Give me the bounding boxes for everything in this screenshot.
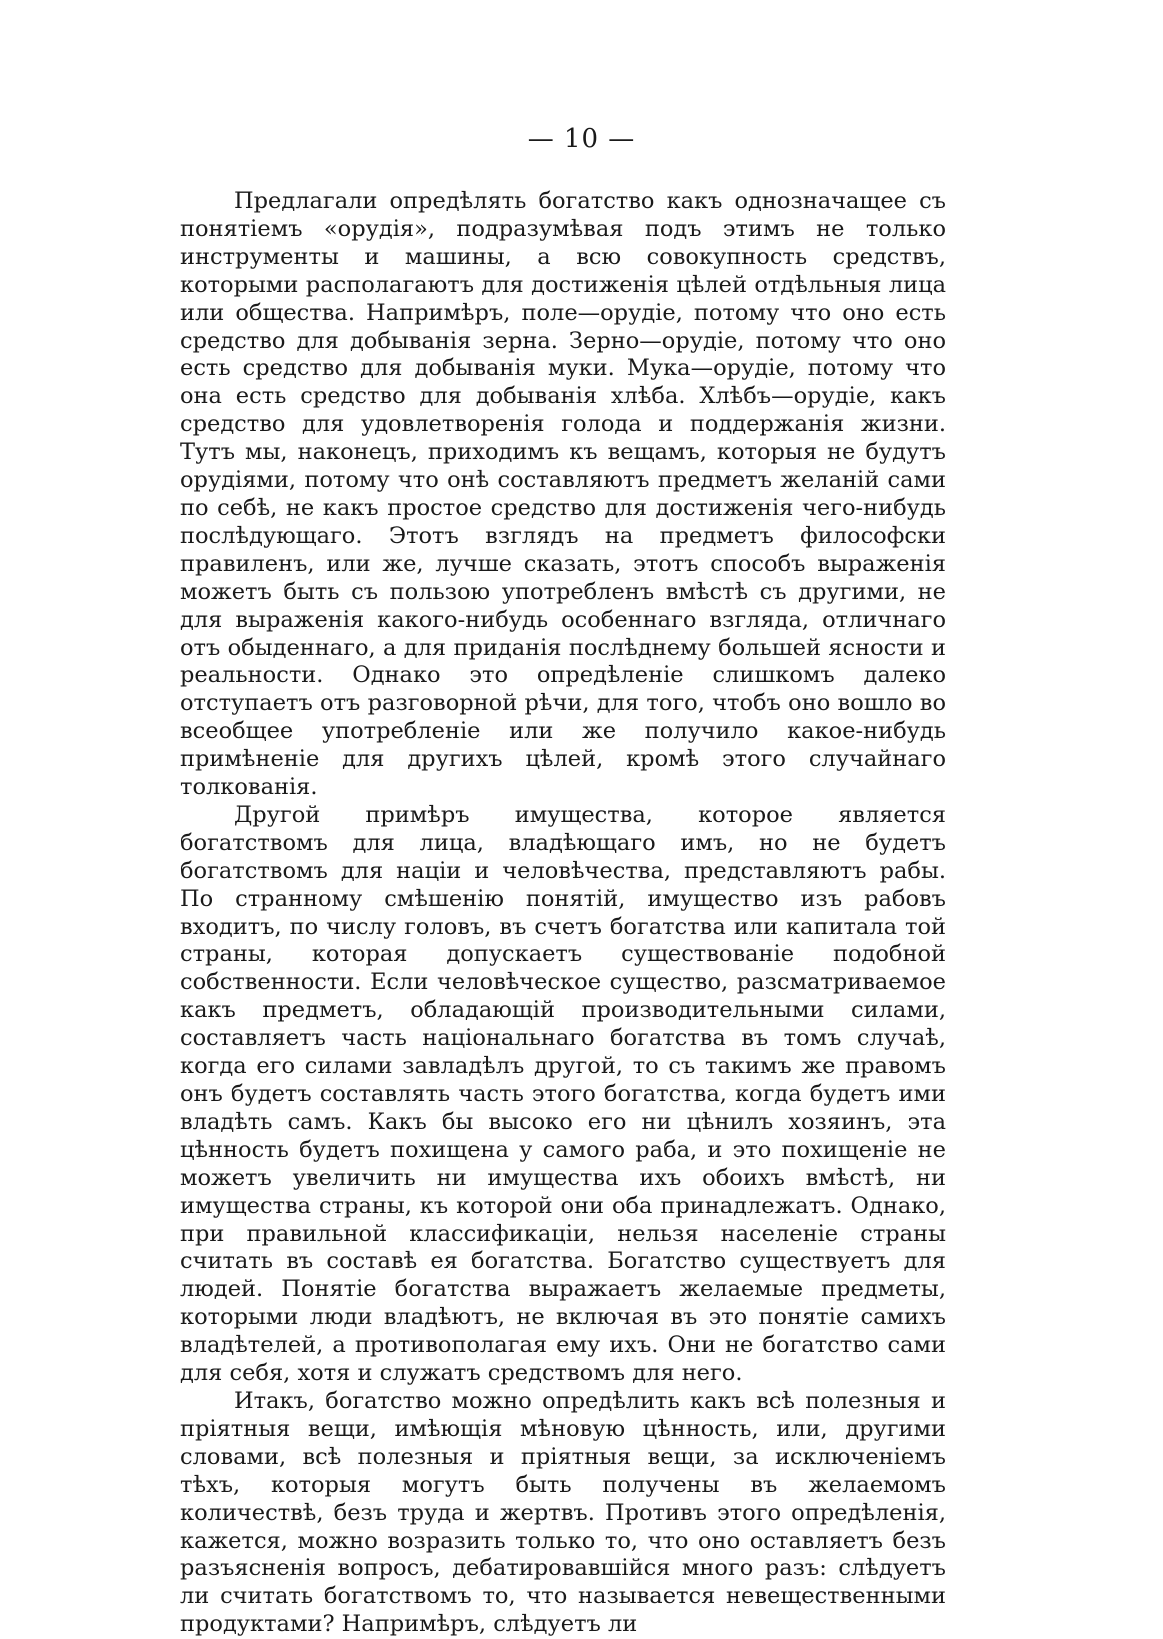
paragraph-2: Другой примѣръ имущества, которое является богатствомъ для лица, владѣющаго имъ, но не будетъ богатствомъ для націи и человѣчества, представляютъ рабы. По странному смѣшенію понятій, имущество изъ рабовъ входитъ, по числу головъ, въ счетъ богатства или капитала той страны, которая допускаетъ существованіе подобной собственности. Если человѣческое существо, разсматриваемое какъ предметъ, обладающій производительными силами, составляетъ часть національнаго богатства въ томъ случаѣ, когда его силами завладѣлъ другой, то съ такимъ же правомъ онъ будетъ составлять часть этого богатства, когда будетъ ими владѣть самъ. Какъ бы высоко его ни цѣнилъ хозяинъ, эта цѣнность будетъ похищена у самого раба, и это похищеніе не можетъ увеличить ни имущества ихъ обоихъ вмѣстѣ, ни имущества страны, къ которой они оба принадлежатъ. Однако, при правильной классификаціи, нельзя населеніе страны считать въ составѣ ея богатства. Богатство существуетъ для людей. Понятіе богатства выражаетъ желаемые предметы, которыми люди владѣютъ, не включая въ это понятіе самихъ владѣтелей, а противополагая ему ихъ. Они не богатство сами для себя, хотя и служатъ средствомъ для него.	[180, 801, 946, 1387]
paragraph-1: Предлагали опредѣлять богатство какъ однозначащее съ понятіемъ «орудія», подразумѣвая подъ этимъ не только инструменты и машины, а всю совокупность средствъ, которыми располагаютъ для достиженія цѣлей отдѣльныя лица или общества. Напримѣръ, поле—орудіе, потому что оно есть средство для добыванія зерна. Зерно—орудіе, потому что оно есть средство для добыванія муки. Мука—орудіе, потому что она есть средство для добыванія хлѣба. Хлѣбъ—орудіе, какъ средство для удовлетворенія голода и поддержанія жизни. Тутъ мы, наконецъ, приходимъ къ вещамъ, которыя не будутъ орудіями, потому что онѣ составляютъ предметъ желаній сами по себѣ, не какъ простое средство для достиженія чего-нибудь послѣдующаго. Этотъ взглядъ на предметъ философски правиленъ, или же, лучше сказать, этотъ способъ выраженія можетъ быть съ пользою употребленъ вмѣстѣ съ другими, не для выраженія какого-нибудь особеннаго взгляда, отличнаго отъ обыденнаго, а для приданія послѣднему большей ясности и реальности. Однако это опредѣленіе слишкомъ далеко отступаетъ отъ разговорной рѣчи, для того, чтобъ оно вошло во всеобщее употребленіе или же получило какое-нибудь примѣненіе для другихъ цѣлей, кромѣ этого случайнаго толкованія.	[180, 188, 946, 801]
paragraph-3: Итакъ, богатство можно опредѣлить какъ всѣ полезныя и пріятныя вещи, имѣющія мѣновую цѣнность, или, другими словами, всѣ полезныя и пріятныя вещи, за исключеніемъ тѣхъ, которыя могутъ быть получены въ желаемомъ количествѣ, безъ труда и жертвъ. Противъ этого опредѣленія, кажется, можно возразить только то, что оно оставляетъ безъ разъясненія вопросъ, дебатировавшійся много разъ: слѣдуетъ ли считать богатствомъ то, что называется невещественными продуктами? Напримѣръ, слѣдуетъ ли	[180, 1387, 946, 1638]
page-number: — 10 —	[527, 124, 636, 154]
body-text	[180, 188, 946, 1639]
